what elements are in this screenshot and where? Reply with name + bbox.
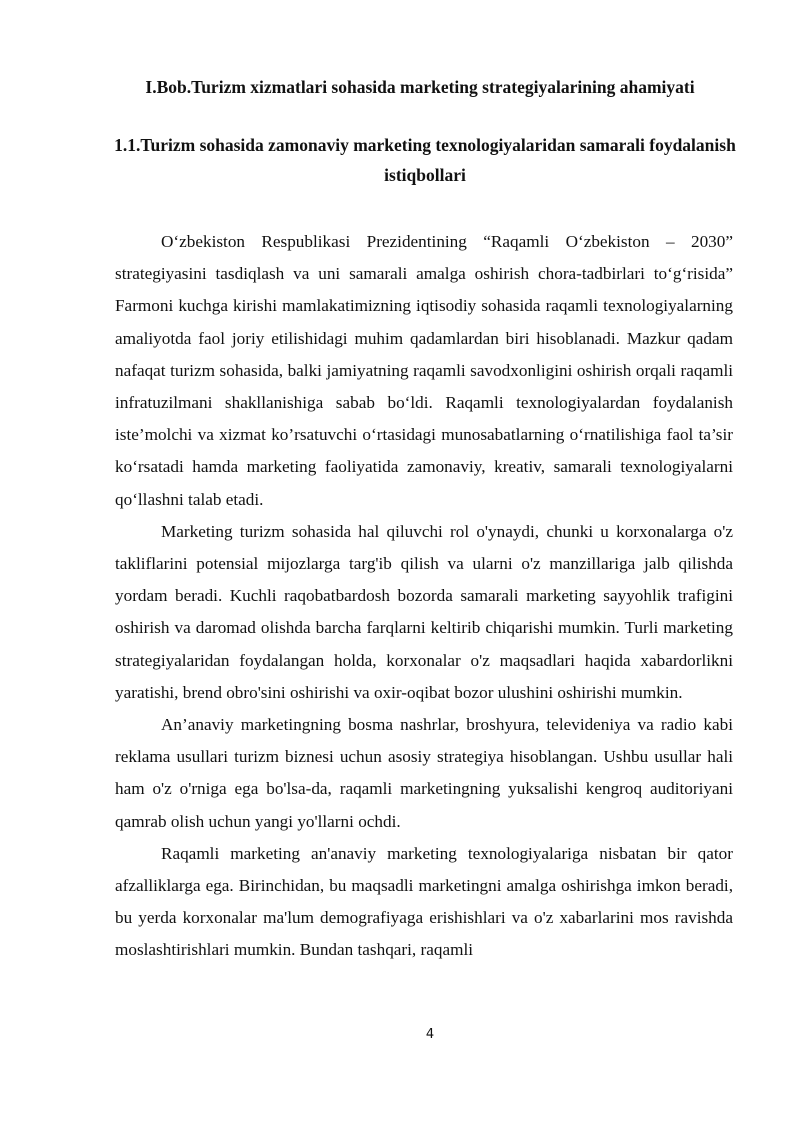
page-number: 4 [425,1027,435,1042]
paragraph-1: O‘zbekiston Respublikasi Prezidentining “Raqamli O‘zbekiston – 2030” strategiyasini tasdiqlash va uni samarali amalga oshirish chora-tadbirlari to‘g‘risida” Farmoni kuchga kirishi mamlakatimizning iqtisodiy sohasida raqamli texnologiyalarning amaliyotda faol joriy etilishidagi muhim qadamlardan biri hisoblanadi. Mazkur qadam nafaqat turizm sohasida, balki jamiyatning raqamli savodxonligini oshirish orqali raqamli infratuzilmani shakllanishiga sabab bo‘ldi. Raqamli texnologiyalardan foydalanish iste’molchi va xizmat ko’rsatuvchi o‘rtasidagi munosabatlarning o‘rnatilishiga faol ta’sir ko‘rsatadi hamda marketing faoliyatida zamonaviy, kreativ, samarali texnologiyalarni qo‘llashni talab etadi. [115,232,733,509]
paragraph-4: Raqamli marketing an'anaviy marketing texnologiyalariga nisbatan bir qator afzalliklarga ega. Birinchidan, bu maqsadli marketingni amalga oshirishga imkon beradi, bu yerda korxonalar ma'lum demografiyaga erishishlari va o'z xabarlarini mos ravishda moslashtirishlari mumkin. Bundan tashqari, raqamli [115,843,733,960]
section-title: 1.1.Turizm sohasida zamonaviy marketing texnologiyalaridan samarali foydalanish istiqbollari [114,135,736,185]
paragraph-2: Marketing turizm sohasida hal qiluvchi rol o'ynaydi, chunki u korxonalarga o'z takliflarini potensial mijozlarga targ'ib qilish va ularni o'z manzillariga jalb qilishda yordam beradi. Kuchli raqobatbardosh bozorda samarali marketing sayyohlik trafigini oshirish va daromad olishda barcha farqlarni keltirib chiqarishi mumkin. Turli marketing strategiyalaridan foydalangan holda, korxonalar o'z maqsadlari haqida xabardorlikni yaratishi, brend obro'sini oshirishi va oxir-oqibat bozor ulushini oshirishi mumkin. [115,521,733,702]
body-text [115,226,733,967]
chapter-title: I.Bob.Turizm xizmatlari sohasida marketing strategiyalarining ahamiyati [145,77,695,97]
paragraph-3: An’anaviy marketingning bosma nashrlar, broshyura, televideniya va radio kabi reklama usullari turizm biznesi uchun asosiy strategiya hisoblangan. Ushbu usullar hali ham o'z o'rniga ega bo'lsa-da, raqamli marketingning yuksalishi kengroq auditoriyani qamrab olish uchun yangi yo'llarni ochdi. [115,715,733,831]
